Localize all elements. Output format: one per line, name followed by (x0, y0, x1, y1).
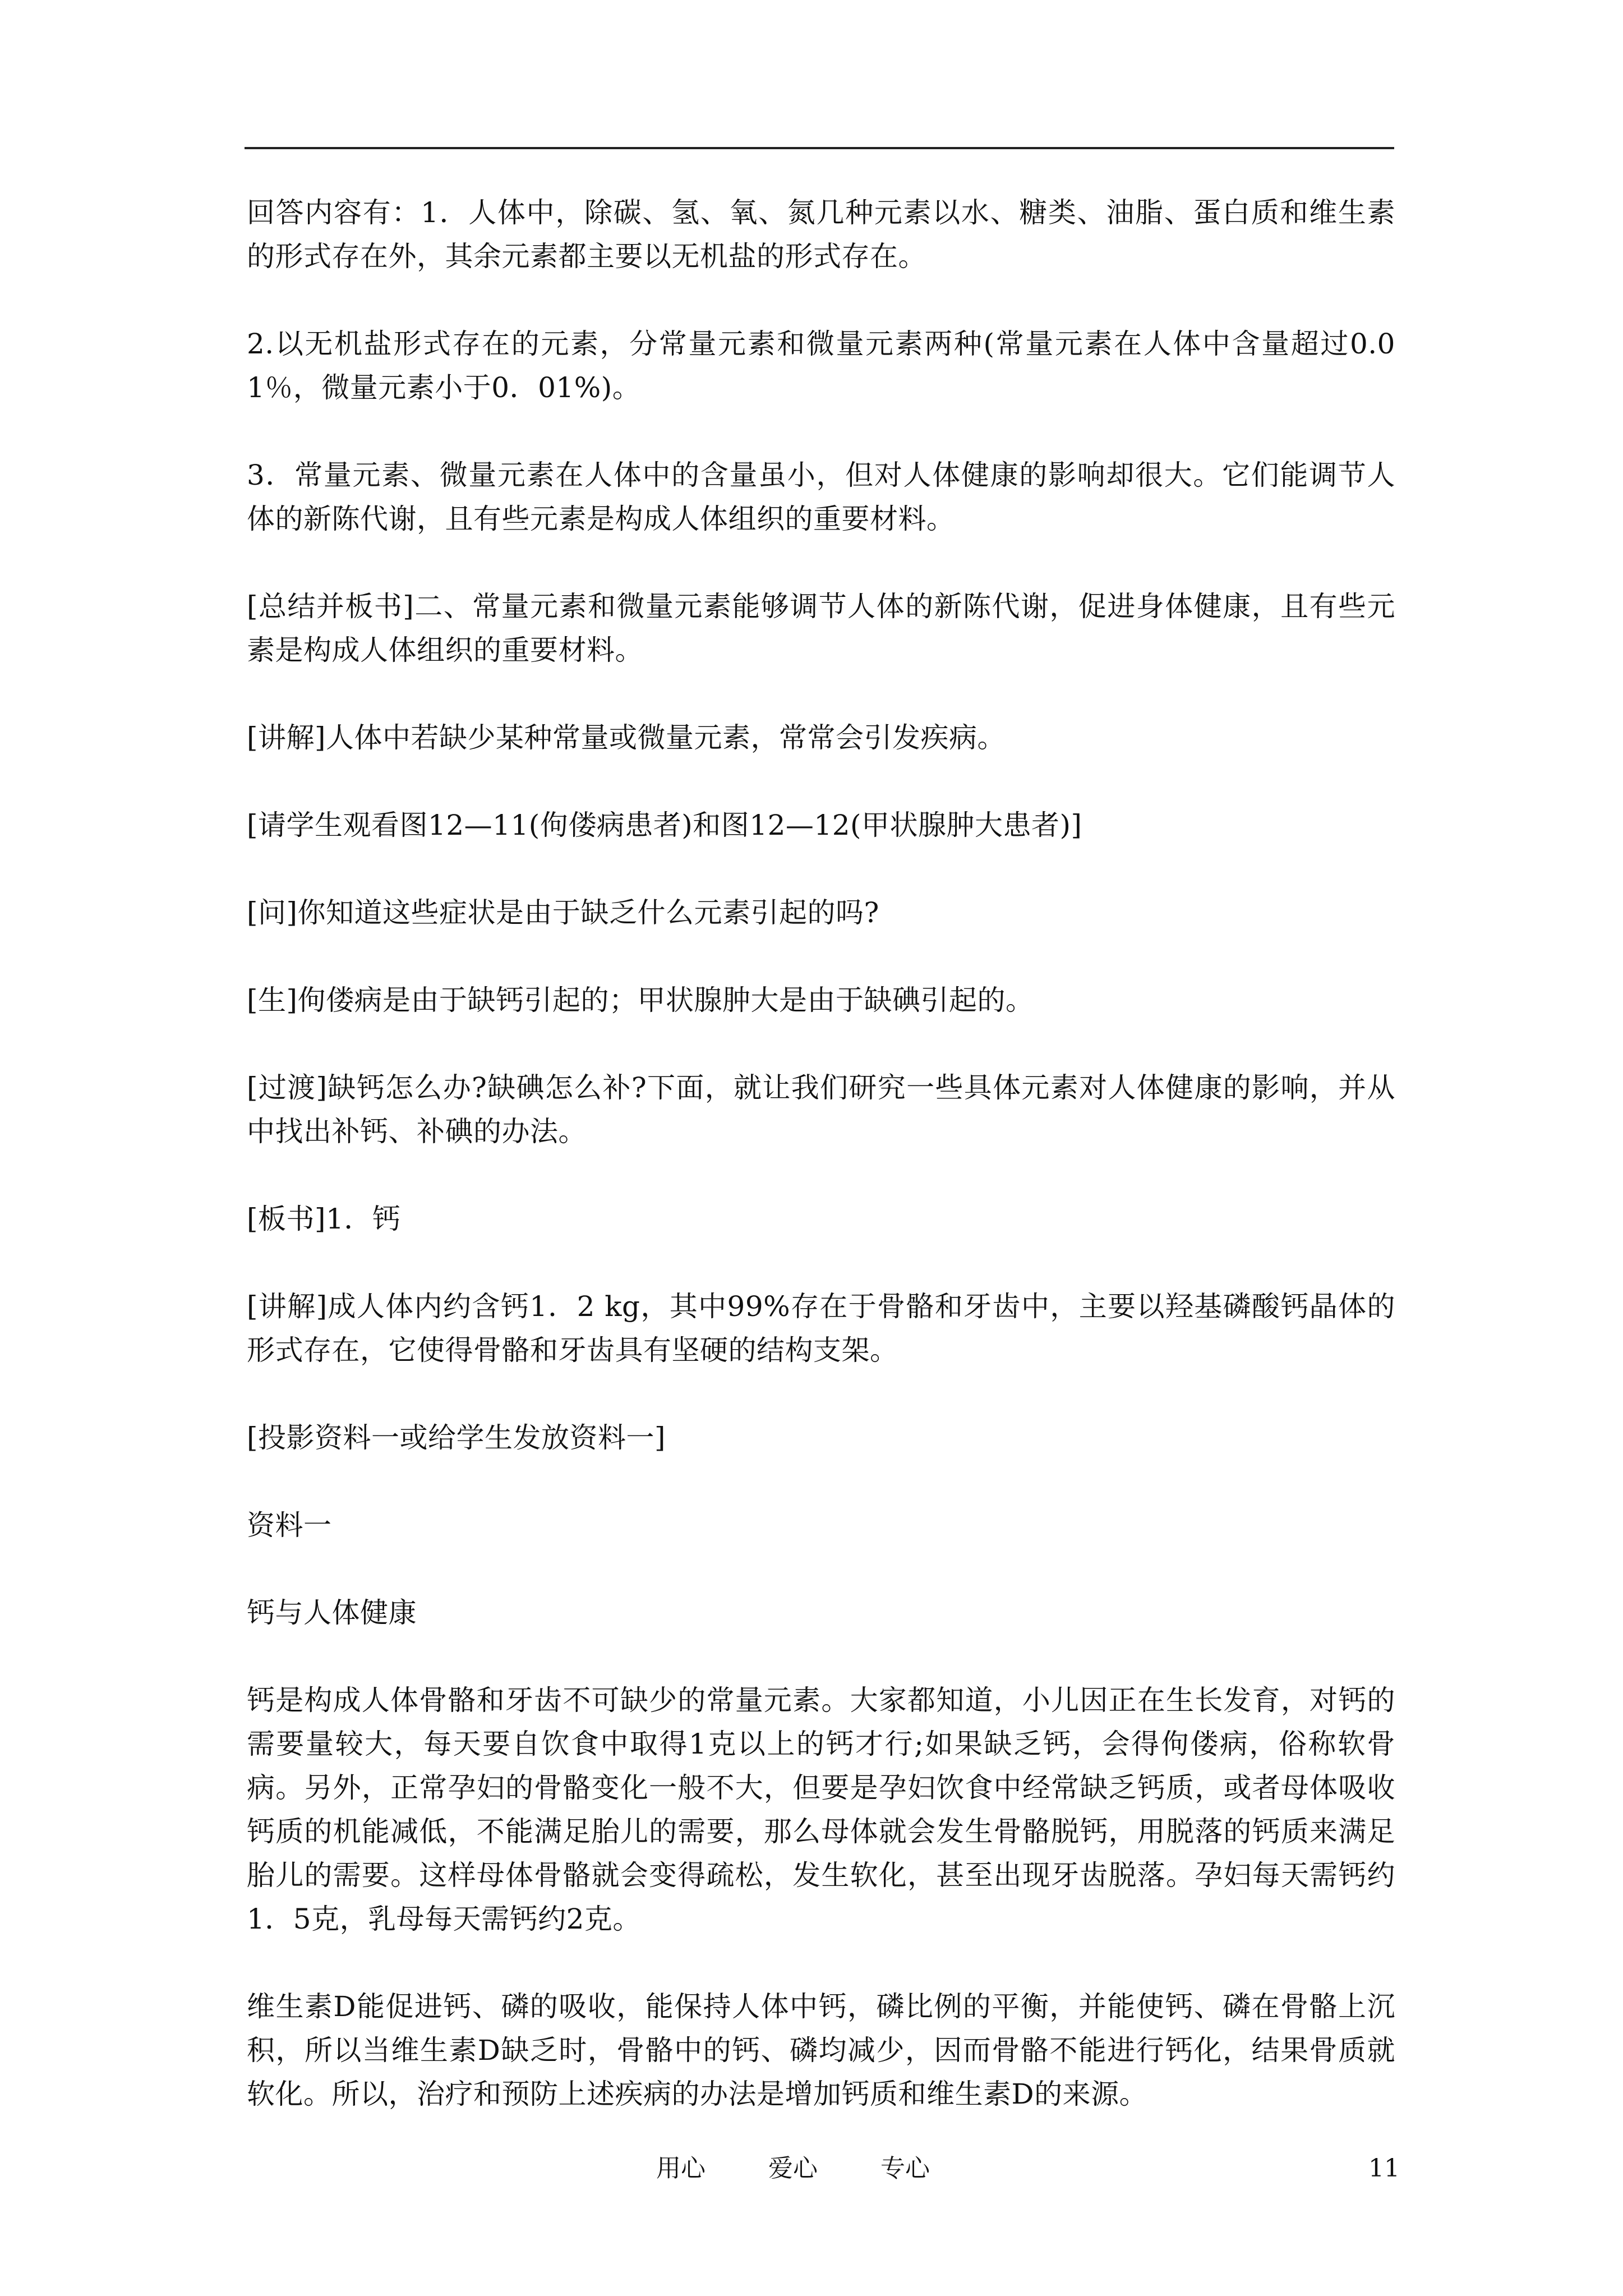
paragraph-question: [问]你知道这些症状是由于缺乏什么元素引起的吗? (247, 896, 879, 929)
page-number: 11 (1368, 2154, 1400, 2183)
document-body (247, 191, 1395, 2116)
footer-motto-3: 专心 (880, 2154, 930, 2183)
paragraph-transition: [过渡]缺钙怎么办?缺碘怎么补?下面，就让我们研究一些具体元素对人体健康的影响，并从中找出补钙、补碘的办法。 (247, 1071, 1395, 1148)
paragraph-calcium-health: 钙是构成人体骨骼和牙齿不可缺少的常量元素。大家都知道，小儿因正在生长发育，对钙的需要量较大，每天要自饮食中取得1克以上的钙才行;如果缺乏钙，会得佝偻病，俗称软骨病。另外，正常孕妇的骨骼变化一般不大，但要是孕妇饮食中经常缺乏钙质，或者母体吸收钙质的机能减低，不能满足胎儿的需要，那么母体就会发生骨骼脱钙，用脱落的钙质来满足胎儿的需要。这样母体骨骼就会变得疏松，发生软化，甚至出现牙齿脱落。孕妇每天需钙约1．5克，乳母每天需钙约2克。 (247, 1684, 1395, 1935)
page-footer (0, 2152, 1623, 2185)
paragraph-answer-2: 2.以无机盐形式存在的元素，分常量元素和微量元素两种(常量元素在人体中含量超过0.01％，微量元素小于0．01%)。 (247, 328, 1395, 404)
footer-motto-2: 爱心 (768, 2154, 818, 2183)
material-heading: 资料一 (247, 1509, 332, 1542)
paragraph-explain-disease: [讲解]人体中若缺少某种常量或微量元素，常常会引发疾病。 (247, 721, 1006, 754)
paragraph-project-material: [投影资料一或给学生发放资料一] (247, 1421, 666, 1454)
paragraph-view-figures: [请学生观看图12—11(佝偻病患者)和图12—12(甲状腺肿大患者)] (247, 809, 1082, 841)
paragraph-student-answer: [生]佝偻病是由于缺钙引起的；甲状腺肿大是由于缺碘引起的。 (247, 984, 1034, 1016)
paragraph-answer-1: 回答内容有：1．人体中，除碳、氢、氧、氮几种元素以水、糖类、油脂、蛋白质和维生素的形式存在外，其余元素都主要以无机盐的形式存在。 (247, 196, 1395, 273)
paragraph-vitamin-d: 维生素D能促进钙、磷的吸收，能保持人体中钙，磷比例的平衡，并能使钙、磷在骨骼上沉积，所以当维生素D缺乏时，骨骼中的钙、磷均减少，因而骨骼不能进行钙化，结果骨质就软化。所以，治疗和预防上述疾病的办法是增加钙质和维生素D的来源。 (247, 1990, 1395, 2110)
material-title: 钙与人体健康 (247, 1596, 417, 1629)
footer-motto-1: 用心 (656, 2154, 706, 2183)
paragraph-summary: [总结并板书]二、常量元素和微量元素能够调节人体的新陈代谢，促进身体健康，且有些元素是构成人体组织的重要材料。 (247, 590, 1395, 666)
header-rule (245, 147, 1394, 149)
paragraph-explain-calcium: [讲解]成人体内约含钙1．2 kg，其中99%存在于骨骼和牙齿中，主要以羟基磷酸钙晶体的形式存在，它使得骨骼和牙齿具有坚硬的结构支架。 (247, 1290, 1395, 1366)
paragraph-answer-3: 3．常量元素、微量元素在人体中的含量虽小，但对人体健康的影响却很大。它们能调节人体的新陈代谢，且有些元素是构成人体组织的重要材料。 (247, 459, 1395, 535)
paragraph-board-calcium: [板书]1．钙 (247, 1203, 401, 1235)
